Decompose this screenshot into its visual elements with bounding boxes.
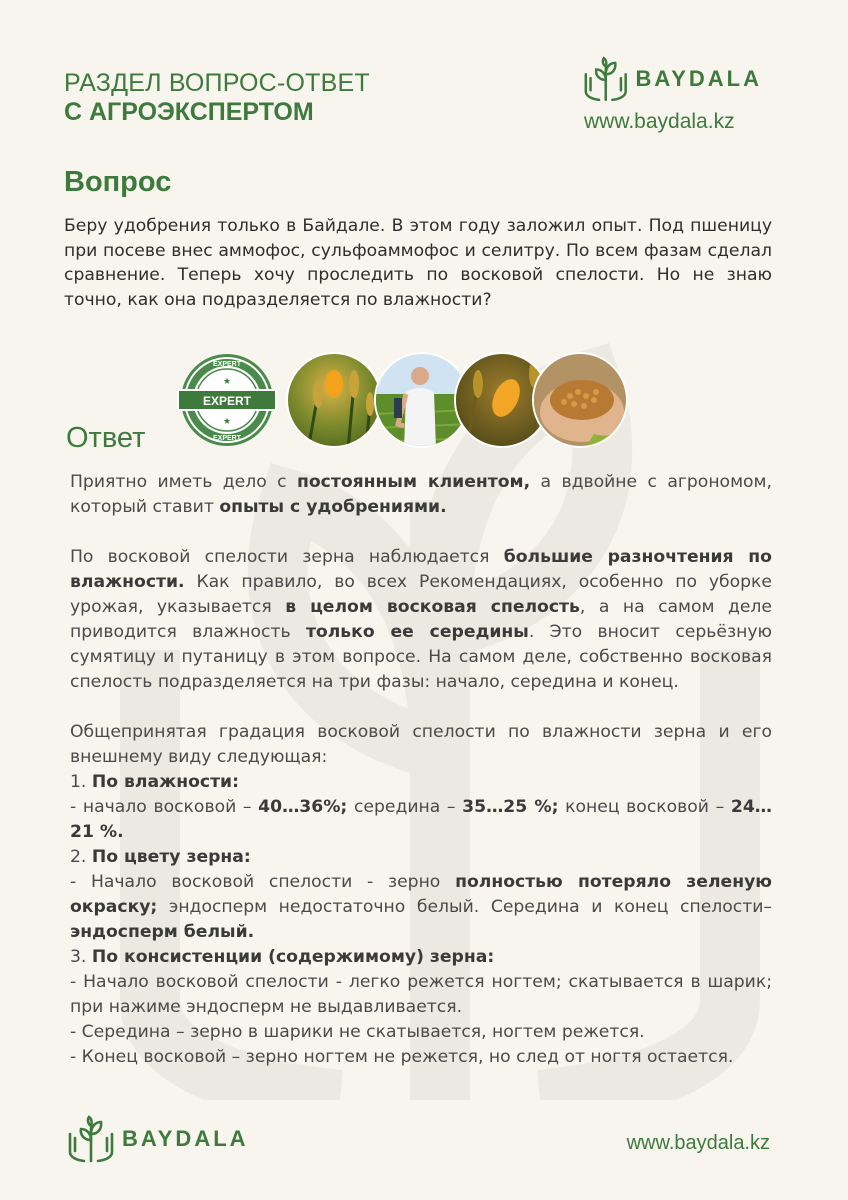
answer-text: конец восковой – xyxy=(558,797,731,817)
moisture-value: 40…36%; xyxy=(258,797,348,817)
answer-text: По восковой спелости зерна наблюдается xyxy=(70,547,504,567)
list-number: 3. xyxy=(70,947,92,967)
brand-name: BAYDALA xyxy=(635,66,762,91)
consistency-end: - Конец восковой – зерно ногтем не режется, но след от ногтя остается. xyxy=(70,1047,734,1067)
grain-in-hands-photo xyxy=(532,352,628,448)
list-number: 2. xyxy=(70,847,92,867)
answer-body xyxy=(70,470,772,1070)
badge-top-label: EXPERT xyxy=(212,361,242,368)
criterion-heading-color: По цвету зерна: xyxy=(91,847,251,867)
consistency-middle: - Середина – зерно в шарики не скатывается, ногтем режется. xyxy=(70,1022,645,1042)
answer-text: , а на самом деле приводится влажность xyxy=(70,597,772,642)
answer-emphasis: только ее середины xyxy=(305,622,529,642)
answer-text: . Это вносит серьёзную сумятицу и путаницу в этом вопросе. На самом деле, собственно восковая спелость подразделяется на три фазы: начало, середина и конец. xyxy=(70,622,772,692)
wheat-ears-photo xyxy=(286,352,382,448)
header-line-2: С АГРОЭКСПЕРТОМ xyxy=(64,98,314,126)
star-icon: ★ xyxy=(222,377,232,387)
header-line-1: РАЗДЕЛ ВОПРОС-ОТВЕТ xyxy=(64,69,370,97)
consistency-start: - Начало восковой спелости - легко режется ногтем; скатывается в шарик; при нажиме эндосперм не выдавливается. xyxy=(70,972,772,1017)
criterion-heading-consistency: По консистенции (содержимому) зерна: xyxy=(91,947,495,967)
answer-text: - начало восковой – xyxy=(70,797,259,817)
website-link-top[interactable]: www.baydala.kz xyxy=(584,110,735,133)
answer-text: середина – xyxy=(347,797,463,817)
answer-emphasis: опыты с удобрениями. xyxy=(219,497,447,517)
expert-badge xyxy=(176,352,278,448)
answer-text: а вдвойне с агрономом, который ставит xyxy=(70,472,772,517)
sprout-hands-icon xyxy=(66,1114,116,1164)
answer-emphasis: постоянным клиентом, xyxy=(296,472,531,492)
list-number: 1. xyxy=(70,772,92,792)
moisture-value: 35…25 %; xyxy=(462,797,559,817)
answer-emphasis: в целом восковая спелость xyxy=(285,597,580,617)
section-header xyxy=(64,68,370,126)
star-icon: ★ xyxy=(222,417,232,427)
answer-emphasis: полностью потеряло зеленую окраску; xyxy=(70,872,772,917)
answer-text: - Начало восковой спелости - зерно xyxy=(70,872,456,892)
sprout-hands-icon xyxy=(582,54,629,104)
answer-text: Приятно иметь дело с xyxy=(70,472,297,492)
answer-emphasis: эндосперм белый. xyxy=(70,922,255,942)
criterion-heading-moisture: По влажности: xyxy=(91,772,239,792)
grading-intro: Общепринятая градация восковой спелости по влажности зерна и его внешнему виду следующая: xyxy=(70,722,772,767)
answer-text: эндосперм недостаточно белый. Середина и конец спелости– xyxy=(157,897,772,917)
answer-paragraph-2 xyxy=(70,545,772,695)
logo-top[interactable] xyxy=(582,54,762,134)
question-title: Вопрос xyxy=(64,166,172,198)
answer-paragraph-1 xyxy=(70,470,772,520)
website-link-bottom[interactable]: www.baydala.kz xyxy=(626,1132,770,1154)
answer-emphasis: большие разночтения по влажности. xyxy=(70,547,772,592)
badge-center-label: EXPERT xyxy=(202,394,252,408)
badge-bottom-label: EXPERT xyxy=(212,435,242,442)
answer-paragraph-3 xyxy=(70,720,772,1070)
logo-bottom[interactable] xyxy=(66,1114,249,1164)
question-text: Беру удобрения только в Байдале. В этом году заложил опыт. Под пшеницу при посеве внес аммофос, сульфоаммофос и селитру. По всем фазам сделал сравнение. Теперь хочу проследить по восковой спелости. Но не знаю точно, как она подразделяется по влажности? xyxy=(64,216,772,310)
answer-text: Как правило, во всех Рекомендациях, особенно по уборке урожая, указывается xyxy=(70,572,772,617)
answer-title: Ответ xyxy=(66,422,146,454)
moisture-value: 24…21 %. xyxy=(70,797,772,842)
brand-name: BAYDALA xyxy=(122,1126,249,1151)
